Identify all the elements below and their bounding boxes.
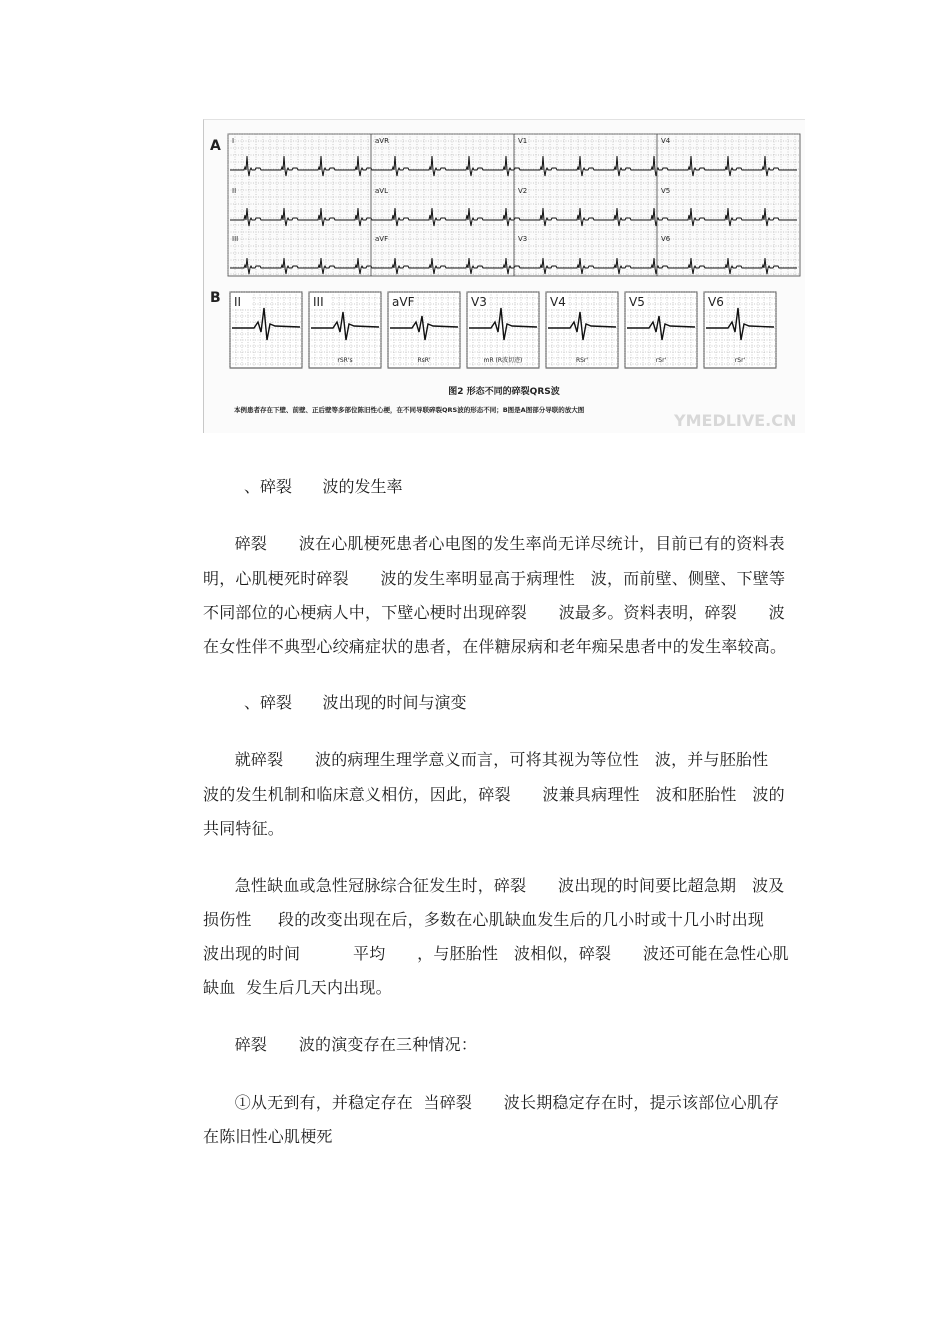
- panel-b-tag-5: RSr': [575, 357, 589, 364]
- para-5-line-2: 在陈旧性心肌梗死: [203, 1127, 333, 1146]
- panel-b-lead-label-2: III: [313, 295, 324, 309]
- section-1-line-1: 碎裂 波在心肌梗死患者心电图的发生率尚无详尽统计，目前已有的资料表: [203, 534, 785, 553]
- section-2-heading: 、碎裂 波出现的时间与演变: [244, 693, 467, 712]
- panel-a-lead-label-12: V6: [661, 235, 671, 243]
- panel-a-lead-label-8: V5: [661, 187, 671, 195]
- panel-a-lead-label-4: V4: [661, 137, 671, 145]
- panel-a-lead-label-7: V2: [518, 187, 528, 195]
- para-5-line-1: ①从无到有，并稳定存在 当碎裂 波长期稳定存在时，提示该部位心肌存: [203, 1093, 780, 1112]
- figure-description: 本例患者存在下壁、前壁、正后壁等多部位陈旧性心梗，在不同导联碎裂QRS波的形态不同；B图是A图部分导联的放大图: [234, 406, 585, 414]
- section-1-line-2: 明，心肌梗死时碎裂 波的发生率明显高于病理性 波，而前壁、侧壁、下壁等: [203, 569, 786, 588]
- para-4-line-1: 碎裂 波的演变存在三种情况：: [203, 1035, 478, 1054]
- para-3-line-2: 损伤性 段的改变出现在后，多数在心肌缺血发生后的几小时或十几小时出现: [203, 910, 765, 929]
- panel-a-lead-label-6: aVL: [375, 187, 388, 195]
- para-2-line-2: 波的发生机制和临床意义相仿，因此，碎裂 波兼具病理性 波和胚胎性 波的: [203, 785, 785, 804]
- panel-b-lead-label-5: V4: [550, 295, 566, 309]
- panel-b-tag-6: rSr': [655, 357, 667, 364]
- para-2-line-1: 就碎裂 波的病理生理学意义而言，可将其视为等位性 波，并与胚胎性: [203, 750, 769, 769]
- panel-a-lead-label-9: III: [232, 235, 239, 243]
- section-1-heading: 、碎裂 波的发生率: [244, 477, 403, 496]
- figure-caption: 图2 形态不同的碎裂QRS波: [448, 387, 560, 397]
- panel-a-lead-label-3: V1: [518, 137, 528, 145]
- para-3-line-3: 波出现的时间 平均 ，与胚胎性 波相似，碎裂 波还可能在急性心肌: [203, 944, 789, 963]
- figure-watermark: YMEDLIVE.CN: [674, 411, 797, 430]
- para-3-line-4: 缺血 发生后几天内出现。: [203, 978, 392, 997]
- para-3-line-1: 急性缺血或急性冠脉综合征发生时，碎裂 波出现的时间要比超急期 波及: [203, 876, 785, 895]
- ecg-row-3-trace: [230, 258, 797, 274]
- panel-b-lead-label-1: II: [234, 295, 242, 309]
- panel-b-lead-label-6: V5: [629, 295, 645, 309]
- panel-b-label: B: [210, 290, 221, 306]
- panel-b-tag-4: mR (R波切迹): [483, 357, 523, 364]
- panel-b-lead-label-4: V3: [471, 295, 487, 309]
- ecg-figure-svg: [204, 120, 805, 433]
- panel-a-lead-label-5: II: [232, 187, 237, 195]
- panel-b-lead-label-7: V6: [708, 295, 724, 309]
- ecg-row-2-trace: [230, 208, 797, 226]
- ecg-row-1-trace: [230, 156, 797, 176]
- para-2-line-3: 共同特征。: [203, 819, 285, 838]
- panel-a-lead-label-2: aVR: [375, 137, 389, 145]
- ecg-figure: [203, 119, 805, 433]
- panel-a-label: A: [210, 138, 221, 154]
- section-1-line-4: 在女性伴不典型心绞痛症状的患者，在伴糖尿病和老年痴呆患者中的发生率较高。: [203, 637, 787, 656]
- panel-b-tag-2: rSR's: [337, 357, 353, 364]
- panel-b-tag-7: rSr': [734, 357, 746, 364]
- panel-a-lead-label-1: I: [232, 137, 235, 145]
- panel-a-lead-label-11: V3: [518, 235, 528, 243]
- panel-a-lead-label-10: aVF: [375, 235, 389, 243]
- panel-b-tag-3: RsR': [417, 357, 431, 364]
- section-1-line-3: 不同部位的心梗病人中，下壁心梗时出现碎裂 波最多。资料表明，碎裂 波: [203, 603, 785, 622]
- panel-b-lead-label-3: aVF: [392, 295, 415, 309]
